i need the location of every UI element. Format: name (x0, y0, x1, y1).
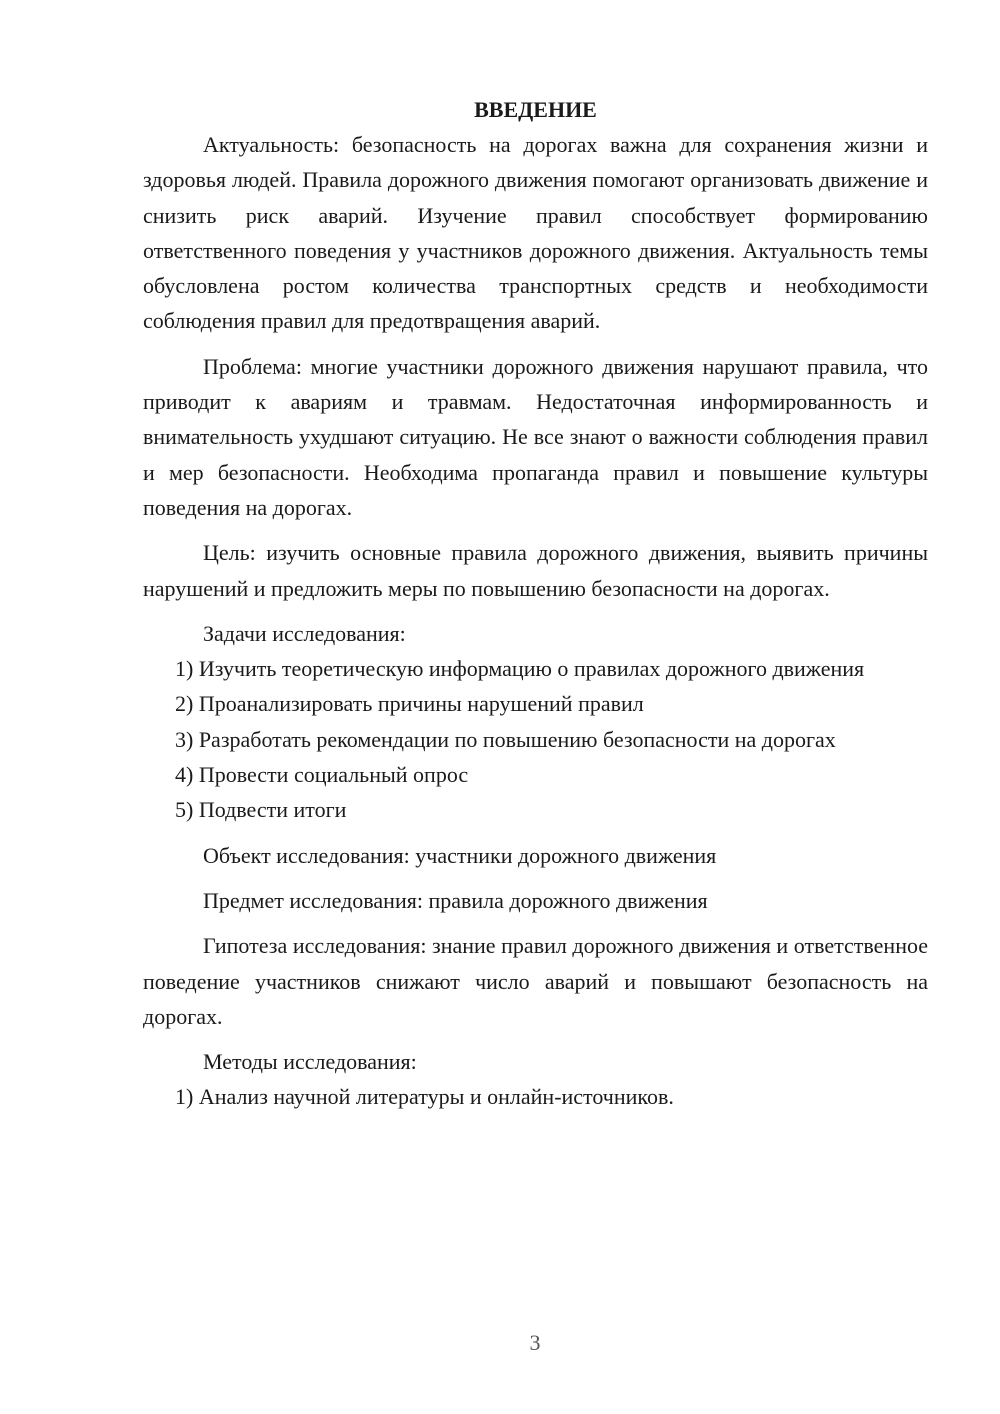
task-item-2: 2) Проанализировать причины нарушений правил (175, 691, 644, 717)
document-page (143, 92, 928, 1115)
paragraph-relevance: Актуальность: безопасность на дорогах важна для сохранения жизни и здоровья людей. Правила дорожного движения помогают организовать движение и снизить риск аварий. Изучение правил способствует формированию ответственного поведения у участников дорожного движения. Актуальность темы обусловлена ростом количества транспортных средств и необходимости соблюдения правил для предотвращения аварий. (143, 132, 928, 334)
tasks-heading: Задачи исследования: (203, 620, 406, 646)
paragraph-goal: Цель: изучить основные правила дорожного движения, выявить причины нарушений и предложить меры по повышению безопасности на дорогах. (143, 540, 928, 601)
research-object: Объект исследования: участники дорожного движения (203, 842, 717, 868)
methods-heading: Методы исследования: (203, 1049, 417, 1075)
task-item-4: 4) Провести социальный опрос (175, 762, 469, 788)
task-item-3: 3) Разработать рекомендации по повышению безопасности на дорогах (175, 726, 836, 752)
task-item-1: 1) Изучить теоретическую информацию о правилах дорожного движения (175, 656, 865, 682)
research-subject: Предмет исследования: правила дорожного движения (203, 887, 708, 913)
research-hypothesis: Гипотеза исследования: знание правил дорожного движения и ответственное поведение участников снижают число аварий и повышают безопасность на дорогах. (143, 933, 928, 1029)
page-number: 3 (529, 1330, 541, 1355)
paragraph-problem: Проблема: многие участники дорожного движения нарушают правила, что приводит к авариям и травмам. Недостаточная информированность и внимательность ухудшают ситуацию. Не все знают о важности соблюдения правил и мер безопасности. Необходима пропаганда правил и повышение культуры поведения на дорогах. (143, 353, 928, 520)
task-item-5: 5) Подвести итоги (175, 797, 347, 823)
document-title: ВВЕДЕНИЕ (474, 97, 597, 122)
method-item-1: 1) Анализ научной литературы и онлайн-источников. (175, 1084, 674, 1110)
